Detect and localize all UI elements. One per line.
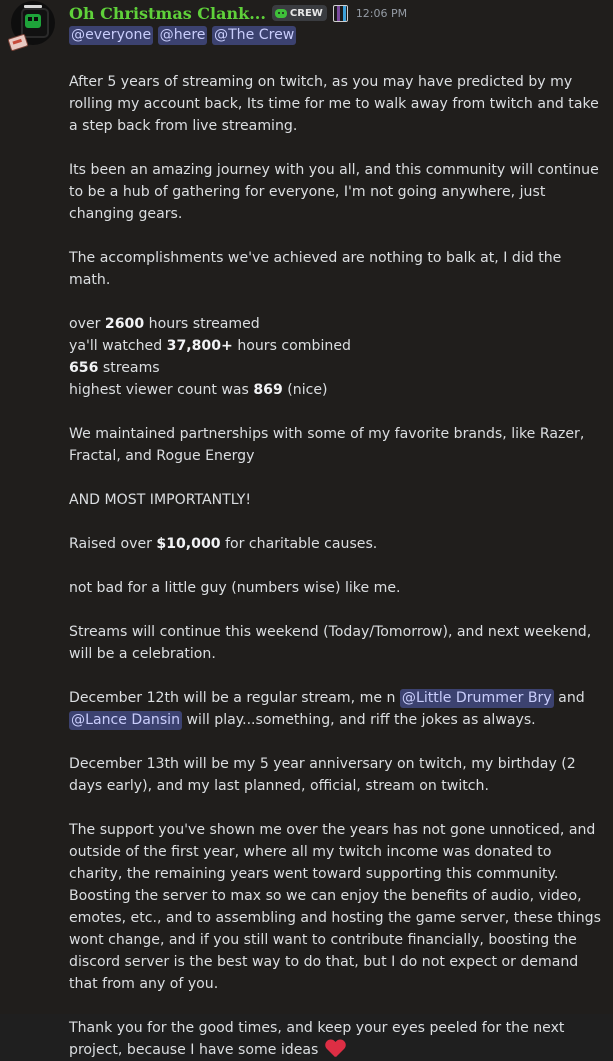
paragraph-support: The support you've shown me over the years has not gone unnoticed, and outside of the first year, where all my twitch income was donated to charity, the remaining years went toward supporting this community. Boosting the server to max so we can enjoy the benefits of audio, video, emotes, etc., and to assembling and hosting the game server, these things wont change, and if you still want to contribute financially, boosting the discord server is the best way to do that, but I do not expect or demand that from any of you.: [69, 822, 601, 992]
avatar-decoration-icon: [7, 34, 28, 52]
paragraph-accomplishments: The accomplishments we've achieved are nothing to balk at, I did the math.: [69, 250, 562, 288]
stat-hours-streamed: over 2600 hours streamed: [69, 316, 260, 332]
mention-the-crew[interactable]: @The Crew: [213, 27, 295, 43]
mention-lance-dansin[interactable]: @Lance Dansin: [71, 712, 181, 728]
paragraph-thanks: Thank you for the good times, and keep your eyes peeled for the next project, because I have some ideas: [69, 1020, 565, 1058]
gamepad-icon: [275, 9, 287, 18]
guild-tag-badge[interactable]: [272, 5, 327, 21]
paragraph-december-13: December 13th will be my 5 year anniversary on twitch, my birthday (2 days early), and my last planned, official, stream on twitch.: [69, 756, 576, 794]
mention-little-drummer-bry[interactable]: @Little Drummer Bry: [401, 690, 552, 706]
mentions-line: [69, 24, 601, 46]
role-icon[interactable]: [333, 5, 348, 22]
stats-list: [69, 313, 601, 401]
stat-streams: 656 streams: [69, 360, 160, 376]
mention-here[interactable]: @here: [159, 27, 206, 43]
timestamp[interactable]: 12:06 PM: [355, 6, 408, 20]
mention-everyone[interactable]: @everyone: [71, 27, 152, 43]
paragraph-december-12: December 12th will be a regular stream, me n @Little Drummer Bry and @Lance Dansin will play...something, and riff the jokes as always.: [69, 690, 585, 728]
message-header: [69, 3, 407, 23]
paragraph-journey: Its been an amazing journey with you all, and this community will continue to be a hub of gathering for everyone, I'm not going anywhere, just changing gears.: [69, 162, 599, 222]
paragraph-little-guy: not bad for a little guy (numbers wise) like me.: [69, 580, 401, 596]
stat-viewer-count: highest viewer count was 869 (nice): [69, 382, 328, 398]
username[interactable]: Oh Christmas Clank...: [69, 3, 266, 23]
red-heart-icon: [325, 1040, 345, 1058]
paragraph-schedule: Streams will continue this weekend (Today/Tomorrow), and next weekend, will be a celebration.: [69, 624, 592, 662]
message-content: [69, 24, 601, 1061]
paragraph-partnerships: We maintained partnerships with some of my favorite brands, like Razer, Fractal, and Rogue Energy: [69, 426, 585, 464]
paragraph-intro: After 5 years of streaming on twitch, as you may have predicted by my rolling my account back, Its time for me to walk away from twitch and take a step back from live streaming.: [69, 74, 599, 134]
paragraph-important: AND MOST IMPORTANTLY!: [69, 492, 252, 508]
stat-hours-watched: ya'll watched 37,800+ hours combined: [69, 338, 351, 354]
guild-tag-label: CREW: [289, 7, 323, 19]
paragraph-charity: Raised over $10,000 for charitable causes.: [69, 536, 378, 552]
